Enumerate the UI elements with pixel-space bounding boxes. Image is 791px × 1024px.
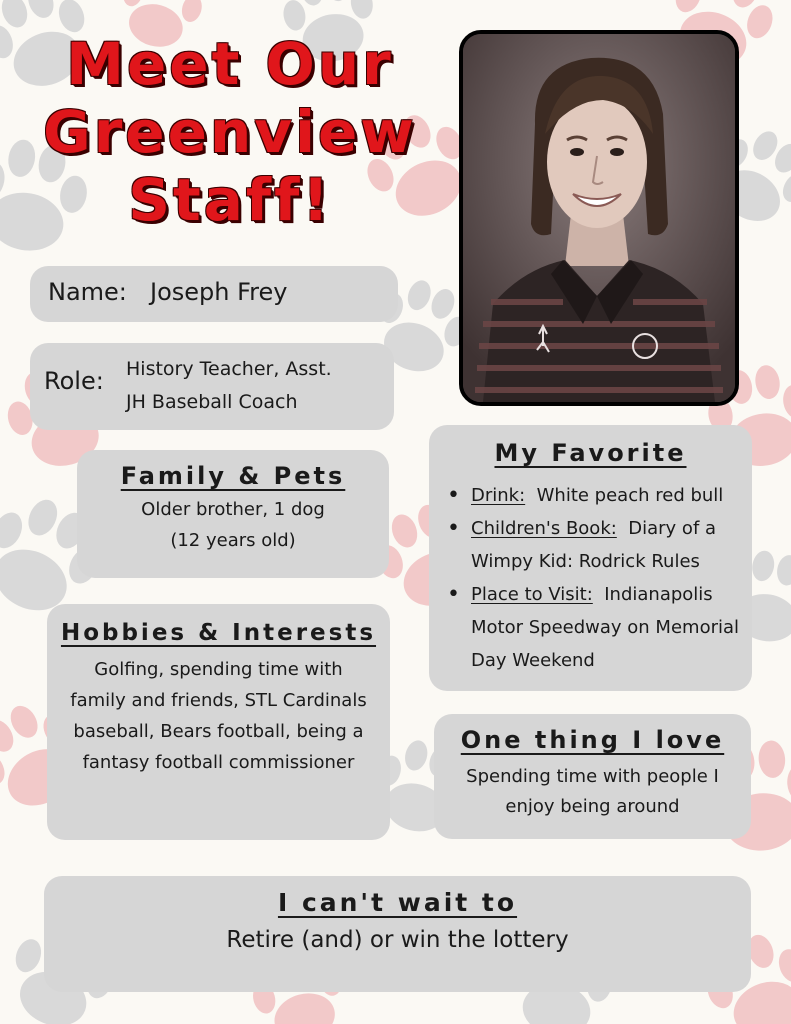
favorites-card: [429, 425, 752, 691]
role-label: Role:: [44, 367, 104, 395]
title-line-1: Meet Our: [66, 30, 394, 98]
staff-photo: [459, 30, 739, 406]
family-line-2: (12 years old): [170, 530, 296, 551]
portrait-image: [463, 34, 735, 402]
title-line-3: Staff!: [128, 166, 332, 234]
love-body: Spending time with people I enjoy being around: [466, 766, 719, 817]
hobbies-heading: Hobbies & Interests: [60, 620, 377, 646]
list-item: [447, 578, 744, 677]
family-pets-card: [77, 450, 389, 578]
role-card: [30, 343, 394, 430]
name-card: [30, 266, 398, 322]
favorite-place-value: Indianapolis Motor Speedway on Memorial Day Weekend: [471, 584, 740, 671]
favorite-place-key: Place to Visit:: [471, 584, 593, 605]
role-line-1: History Teacher, Asst.: [126, 358, 332, 380]
list-item: [447, 512, 744, 578]
family-pets-heading: Family & Pets: [120, 462, 346, 490]
wait-body: Retire (and) or win the lottery: [226, 927, 569, 953]
cant-wait-card: [44, 876, 751, 992]
role-value: [126, 353, 376, 419]
favorite-drink-value: White peach red bull: [536, 485, 724, 506]
favorite-book-value: Diary of a Wimpy Kid: Rodrick Rules: [471, 518, 717, 572]
page-title: [20, 30, 440, 234]
list-item: [447, 479, 744, 512]
one-thing-i-love-card: [434, 714, 751, 839]
role-line-2: JH Baseball Coach: [126, 391, 298, 413]
favorite-drink-key: Drink:: [471, 485, 526, 506]
favorites-heading: My Favorite: [494, 439, 687, 467]
wait-heading: I can't wait to: [277, 888, 518, 917]
hobbies-body: Golfing, spending time with family and friends, STL Cardinals baseball, Bears football, being a fantasy football commissioner: [70, 659, 367, 773]
family-line-1: Older brother, 1 dog: [141, 499, 325, 520]
title-line-2: Greenview: [43, 98, 417, 166]
favorites-list: [429, 479, 752, 677]
hobbies-card: [47, 604, 390, 840]
family-pets-body: [77, 494, 389, 556]
love-heading: One thing I love: [460, 726, 725, 754]
name-label: Name:: [48, 278, 127, 306]
name-value: Joseph Frey: [150, 278, 288, 306]
favorite-book-key: Children's Book:: [471, 518, 617, 539]
